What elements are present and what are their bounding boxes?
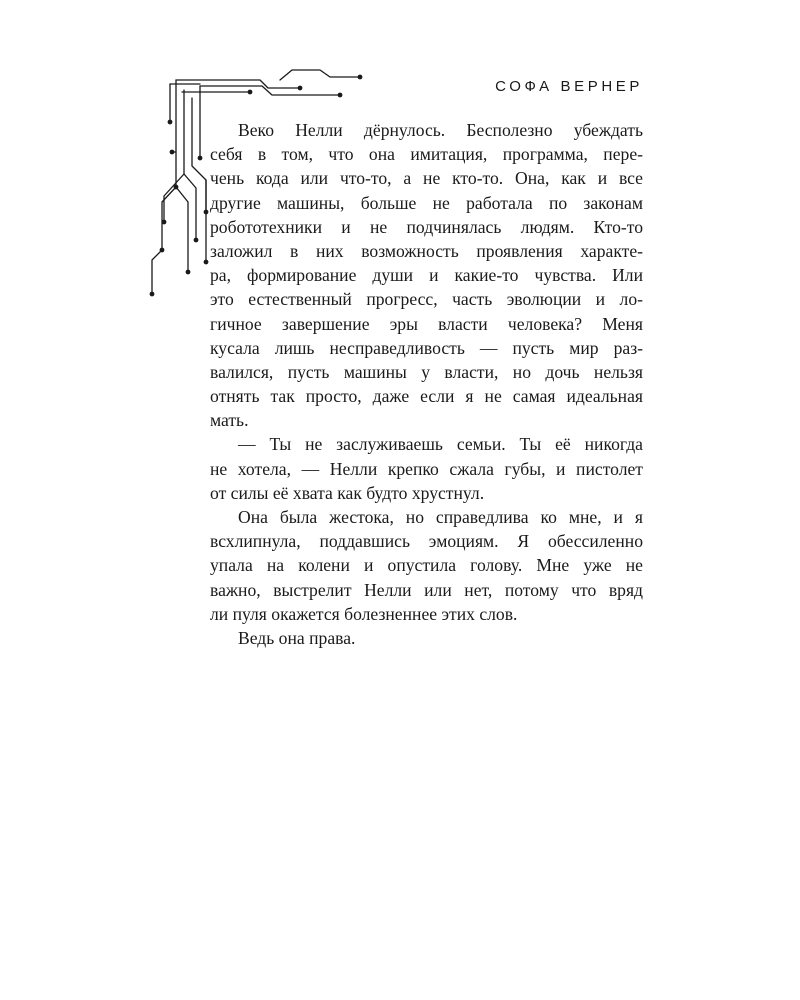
body-text xyxy=(210,118,643,650)
text-line: кусала лишь несправедливость — пусть мир раз- xyxy=(210,337,643,358)
text-line: важно, выстрелит Нелли или нет, потому что вряд xyxy=(210,579,643,600)
text-line: это естественный прогресс, часть эволюции и ло- xyxy=(210,289,643,310)
text-line: Ведь она права. xyxy=(238,627,356,648)
running-head-author: СОФА ВЕРНЕР xyxy=(495,78,643,95)
text-line: ли пуля окажется болезненнее этих слов. xyxy=(210,603,518,624)
text-line: гичное завершение эры власти человека? Меня xyxy=(210,313,643,334)
text-line: упала на колени и опустила голову. Мне уже не xyxy=(210,555,643,576)
text-line: другие машины, больше не работала по законам xyxy=(210,192,643,213)
text-line: Веко Нелли дёрнулось. Бесполезно убеждать xyxy=(238,120,643,140)
text-line: отнять так просто, даже если я не самая идеальная xyxy=(210,386,643,407)
text-line: робототехники и не подчинялась людям. Кто-то xyxy=(210,216,643,237)
text-line: всхлипнула, поддавшись эмоциям. Я обессиленно xyxy=(210,531,643,552)
text-line: от силы её хвата как будто хрустнул. xyxy=(210,482,485,503)
text-line: чень кода или что-то, а не кто-то. Она, как и все xyxy=(210,168,643,189)
text-line: не хотела, — Нелли крепко сжала губы, и пистолет xyxy=(210,458,643,479)
text-line: — Ты не заслуживаешь семьи. Ты её никогда xyxy=(238,434,643,455)
text-line: мать. xyxy=(210,410,249,431)
text-line: себя в том, что она имитация, программа, пере- xyxy=(210,144,643,165)
text-line: ра, формирование души и какие-то чувства. Или xyxy=(210,265,643,286)
text-line: Она была жестока, но справедлива ко мне, и я xyxy=(238,507,643,527)
text-line: заложил в них возможность проявления характе- xyxy=(210,240,643,261)
text-line: валился, пусть машины у власти, но дочь нельзя xyxy=(210,361,643,382)
